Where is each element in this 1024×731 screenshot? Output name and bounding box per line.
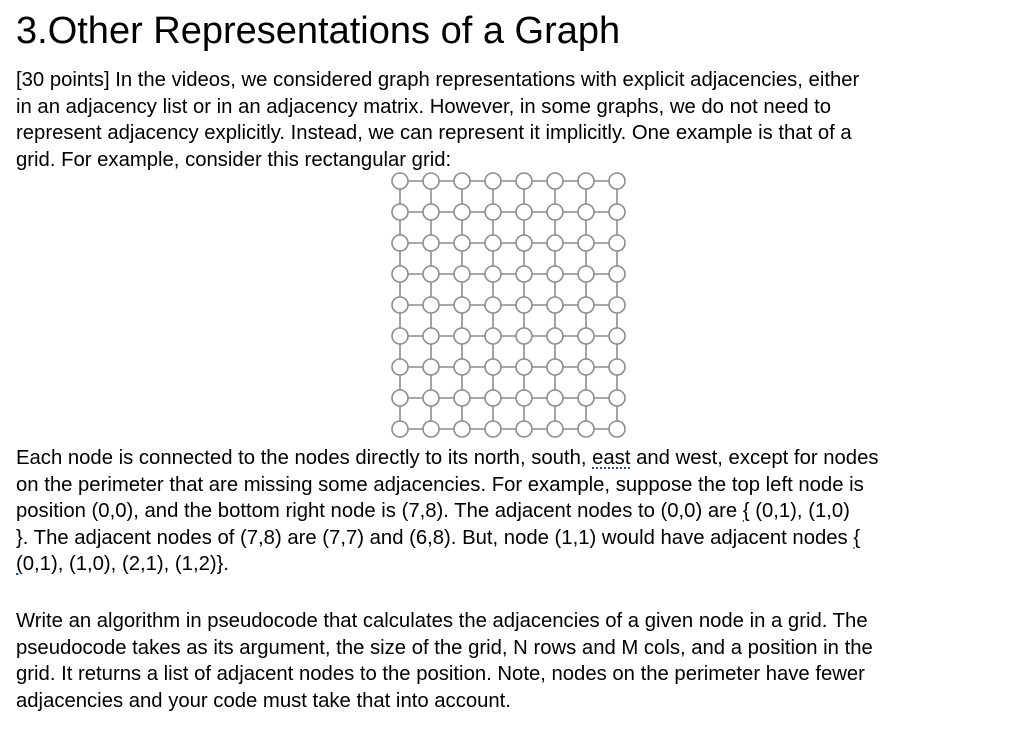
grid-node: [609, 390, 625, 406]
grid-node: [578, 359, 594, 375]
paragraph-line: [30 points] In the videos, we considered graph representations with explicit adjacencies, either: [16, 69, 860, 91]
grid-node: [547, 359, 563, 375]
text-segment: position (0,0), and the bottom right node is (7,8). The adjacent nodes to (0,0) are: [16, 500, 743, 523]
grid-node: [516, 266, 532, 282]
grid-node: [485, 297, 501, 313]
grid-node: [392, 328, 408, 344]
grid-node: [392, 235, 408, 251]
grid-node: [423, 421, 439, 437]
grid-node: [578, 390, 594, 406]
grid-node: [516, 173, 532, 189]
paragraph-line: grid. It returns a list of adjacent nodes to the position. Note, nodes on the perimeter have fewer: [16, 663, 865, 686]
grid-node: [392, 359, 408, 375]
grid-node: [485, 328, 501, 344]
grid-node: [423, 235, 439, 251]
paragraph-line: [16, 525, 879, 552]
text-segment: 0,1), (1,0), (2,1), (1,2)}.: [22, 553, 230, 576]
grid-node: [547, 235, 563, 251]
grid-node: [516, 421, 532, 437]
grid-node: [423, 390, 439, 406]
intro-paragraph: [16, 67, 859, 173]
grid-node: [516, 328, 532, 344]
grid-node: [516, 204, 532, 220]
grid-node: [609, 359, 625, 375]
grid-node: [578, 297, 594, 313]
grid-node: [547, 173, 563, 189]
adjacency-paragraph: [16, 445, 879, 578]
spellcheck-word: east: [592, 447, 631, 469]
grid-node: [547, 328, 563, 344]
grid-node: [609, 204, 625, 220]
paragraph-line: Write an algorithm in pseudocode that calculates the adjacencies of a given node in a grid. The: [16, 610, 868, 632]
grid-graph-diagram: [390, 170, 630, 442]
grid-node: [547, 390, 563, 406]
grid-node: [578, 235, 594, 251]
task-paragraph: [16, 608, 873, 714]
grid-node: [609, 297, 625, 313]
grid-node: [609, 266, 625, 282]
grid-node: [454, 328, 470, 344]
grid-node: [423, 204, 439, 220]
grid-node: [392, 297, 408, 313]
grid-node: [609, 328, 625, 344]
grid-node: [578, 266, 594, 282]
grid-node: [423, 266, 439, 282]
grid-node: [609, 173, 625, 189]
paragraph-line: represent adjacency explicitly. Instead, we can represent it implicitly. One example is that of a: [16, 122, 852, 145]
grid-node: [454, 204, 470, 220]
grid-node: [516, 390, 532, 406]
section-title: 3.Other Representations of a Graph: [16, 10, 621, 52]
grid-node: [547, 421, 563, 437]
grid-node: [516, 235, 532, 251]
grid-node: [485, 266, 501, 282]
grid-figure: [390, 170, 630, 442]
grid-node: [454, 421, 470, 437]
grid-node: [578, 204, 594, 220]
grid-node: [485, 421, 501, 437]
grid-node: [392, 421, 408, 437]
grid-node: [516, 297, 532, 313]
text-segment: }. The adjacent nodes of (7,8) are (7,7) and (6,8). But, node (1,1) would have adjacent nodes: [16, 526, 854, 549]
paragraph-line: [16, 445, 879, 472]
grid-node: [516, 359, 532, 375]
marked-paren: (: [16, 553, 23, 576]
text-segment: (0,1), (1,0): [749, 500, 850, 523]
marked-brace: {: [742, 500, 750, 523]
grid-node: [454, 359, 470, 375]
grid-node: [609, 421, 625, 437]
paragraph-line: [16, 551, 879, 578]
grid-node: [423, 173, 439, 189]
grid-node: [454, 390, 470, 406]
grid-node: [578, 173, 594, 189]
paragraph-line: in an adjacency list or in an adjacency matrix. However, in some graphs, we do not need to: [16, 95, 832, 118]
grid-node: [485, 204, 501, 220]
grid-node: [609, 235, 625, 251]
grid-node: [578, 328, 594, 344]
paragraph-line: adjacencies and your code must take that into account.: [16, 689, 511, 712]
grid-node: [392, 266, 408, 282]
grid-node: [547, 204, 563, 220]
paragraph-line: grid. For example, consider this rectangular grid:: [16, 148, 452, 171]
text-segment: Each node is connected to the nodes directly to its north, south,: [16, 447, 593, 469]
paragraph-line: [16, 498, 879, 525]
grid-node: [392, 173, 408, 189]
text-segment: and west, except for nodes: [630, 447, 879, 469]
grid-node: [547, 266, 563, 282]
grid-node: [578, 421, 594, 437]
grid-node: [485, 390, 501, 406]
grid-node: [485, 173, 501, 189]
grid-node: [454, 266, 470, 282]
marked-brace: {: [853, 526, 861, 549]
grid-node: [454, 173, 470, 189]
grid-node: [485, 359, 501, 375]
grid-node: [485, 235, 501, 251]
grid-node: [454, 297, 470, 313]
grid-node: [392, 390, 408, 406]
paragraph-line: on the perimeter that are missing some adjacencies. For example, suppose the top left node is: [16, 473, 864, 496]
paragraph-line: pseudocode takes as its argument, the size of the grid, N rows and M cols, and a position in the: [16, 636, 873, 659]
grid-node: [423, 359, 439, 375]
grid-node: [423, 297, 439, 313]
grid-node: [392, 204, 408, 220]
grid-node: [423, 328, 439, 344]
grid-node: [547, 297, 563, 313]
grid-node: [454, 235, 470, 251]
